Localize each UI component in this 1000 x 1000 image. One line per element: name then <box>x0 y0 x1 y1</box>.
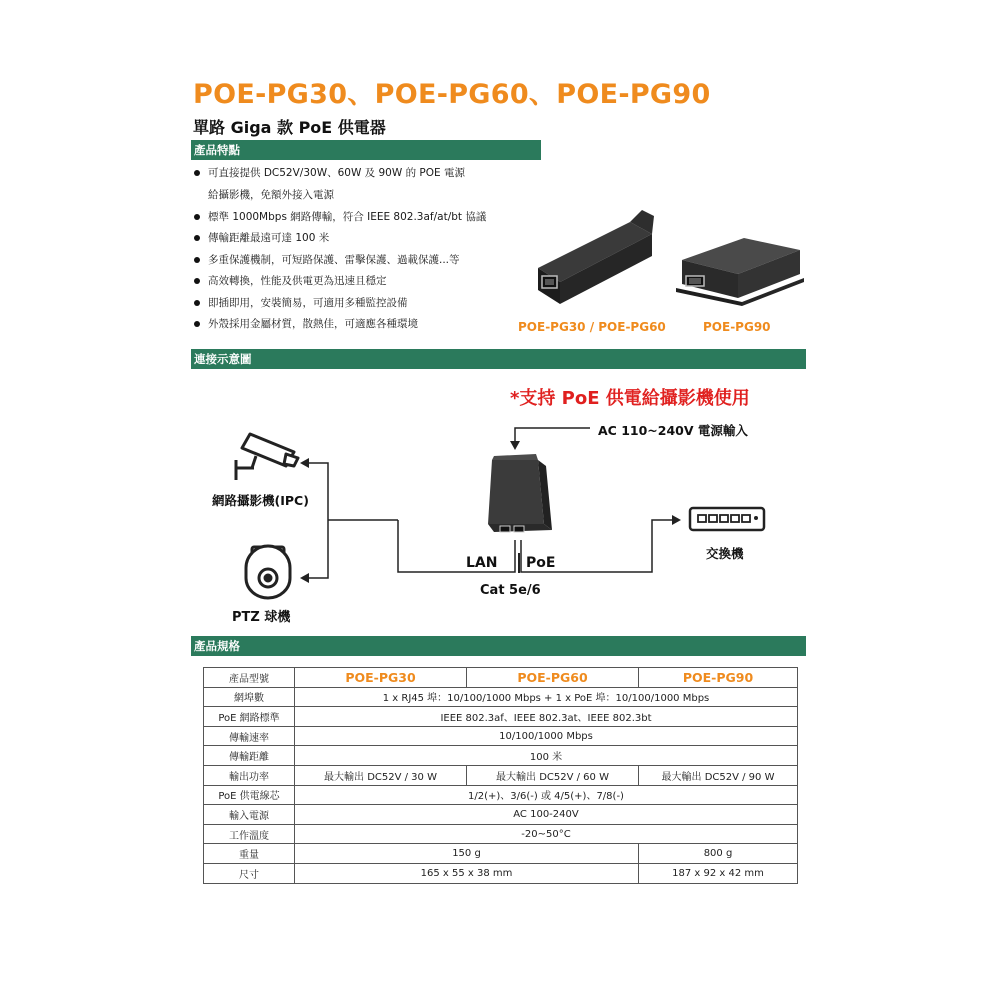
table-row <box>204 707 798 727</box>
spec-value: IEEE 802.3af、IEEE 802.3at、IEEE 802.3bt <box>295 707 798 727</box>
spec-value: 800 g <box>639 844 798 864</box>
diagram-heading: 連接示意圖 <box>191 349 806 369</box>
feature-text: 傳輸距離最遠可達 100 米 <box>208 232 330 244</box>
spec-label: PoE 供電線芯 <box>204 785 295 805</box>
image-label-pg30-pg60: POE-PG30 / POE-PG60 <box>518 320 666 334</box>
spec-value: 187 x 92 x 42 mm <box>639 863 798 883</box>
table-row <box>204 726 798 746</box>
spec-table <box>203 667 798 884</box>
feature-text-cont: 給攝影機，免額外接入電源 <box>208 189 334 201</box>
model-header: POE-PG30 <box>295 668 467 688</box>
features-heading: 產品特點 <box>191 140 541 160</box>
spec-value: 最大輸出 DC52V / 60 W <box>467 765 639 785</box>
table-row <box>204 785 798 805</box>
switch-label: 交換機 <box>706 546 744 561</box>
image-label-pg90: POE-PG90 <box>703 320 771 334</box>
spec-heading: 產品規格 <box>191 636 806 656</box>
cable-label: Cat 5e/6 <box>480 583 541 598</box>
camera-icon <box>232 430 300 484</box>
feature-text: 外殼採用金屬材質，散熱佳，可適應各種環境 <box>208 318 418 330</box>
feature-text: 高效轉換，性能及供電更為迅速且穩定 <box>208 275 387 287</box>
spec-value: 165 x 55 x 38 mm <box>295 863 639 883</box>
spec-label: 工作溫度 <box>204 824 295 844</box>
spec-label: 傳輸速率 <box>204 726 295 746</box>
poe-port-label: PoE <box>526 555 556 571</box>
feature-text: 標準 1000Mbps 網路傳輸，符合 IEEE 802.3af/at/bt 協議 <box>208 210 487 223</box>
page-title: POE-PG30、POE-PG60、POE-PG90 <box>193 79 711 110</box>
spec-label: PoE 網路標準 <box>204 707 295 727</box>
table-row <box>204 687 798 707</box>
spec-label: 輸出功率 <box>204 765 295 785</box>
spec-label: 網埠數 <box>204 687 295 707</box>
poe-callout: *支持 PoE 供電給攝影機使用 <box>510 388 750 409</box>
spec-value: 10/100/1000 Mbps <box>295 726 798 746</box>
model-header: POE-PG60 <box>467 668 639 688</box>
ptz-label: PTZ 球機 <box>232 610 291 625</box>
feature-text: 可直接提供 DC52V/30W、60W 及 90W 的 POE 電源 <box>208 167 465 179</box>
model-header: POE-PG90 <box>639 668 798 688</box>
lan-port-label: LAN <box>466 555 498 571</box>
power-input-label: AC 110~240V 電源輸入 <box>598 423 748 438</box>
table-row <box>204 746 798 766</box>
switch-icon <box>688 504 766 534</box>
spec-label: 輸入電源 <box>204 805 295 825</box>
table-row <box>204 805 798 825</box>
spec-value: 1/2(+)、3/6(-) 或 4/5(+)、7/8(-) <box>295 785 798 805</box>
table-row <box>204 863 798 883</box>
table-row <box>204 824 798 844</box>
spec-label: 傳輸距離 <box>204 746 295 766</box>
ptz-camera-icon <box>240 544 296 600</box>
spec-label: 產品型號 <box>204 668 295 688</box>
port-divider <box>518 553 520 573</box>
spec-value: 150 g <box>295 844 639 864</box>
spec-label: 重量 <box>204 844 295 864</box>
feature-text: 即插即用，安裝簡易，可適用多種監控設備 <box>208 296 408 309</box>
spec-value: 100 米 <box>295 746 798 766</box>
spec-value: -20~50°C <box>295 824 798 844</box>
table-row <box>204 668 798 688</box>
spec-value: AC 100-240V <box>295 805 798 825</box>
table-row <box>204 844 798 864</box>
page-subtitle: 單路 Giga 款 PoE 供電器 <box>193 118 386 137</box>
spec-value: 最大輸出 DC52V / 90 W <box>639 765 798 785</box>
feature-text: 多重保護機制，可短路保護、雷擊保護、過載保護...等 <box>208 253 460 266</box>
spec-value: 最大輸出 DC52V / 30 W <box>295 765 467 785</box>
poe-injector-icon <box>480 452 552 540</box>
spec-label: 尺寸 <box>204 863 295 883</box>
ipc-label: 網路攝影機(IPC) <box>212 493 309 508</box>
table-row <box>204 765 798 785</box>
spec-value: 1 x RJ45 埠：10/100/1000 Mbps + 1 x PoE 埠：10/100/1000 Mbps <box>295 687 798 707</box>
